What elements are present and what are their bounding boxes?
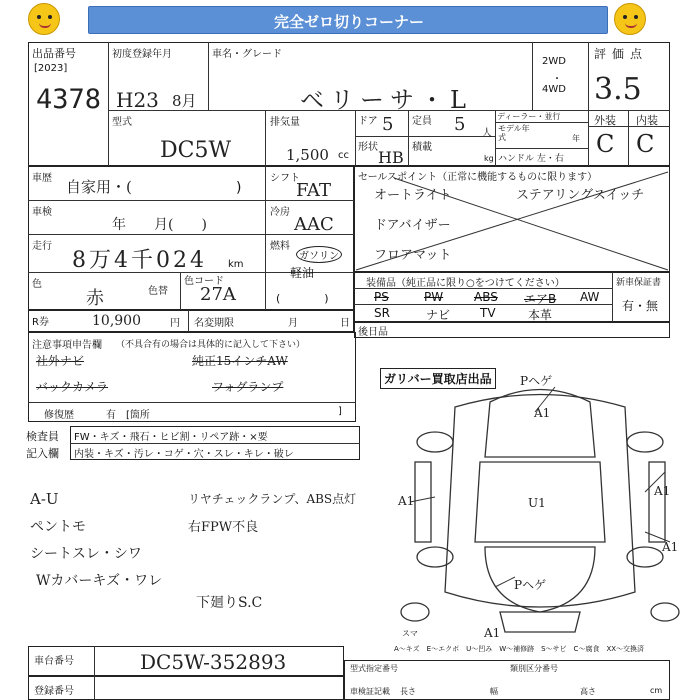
repair-value: 有 [箇所 bbox=[106, 410, 150, 421]
equip-aw: AW bbox=[580, 290, 600, 304]
remark-left: ペントモ bbox=[30, 519, 86, 535]
remark-right: リヤチェックランプ、ABS点灯 bbox=[188, 492, 357, 506]
fuel-diesel: 軽油 bbox=[290, 266, 315, 280]
equip-pw: PW bbox=[424, 290, 444, 304]
spec-label: cm bbox=[650, 686, 663, 695]
dealer-label: ディーラー・並行 bbox=[497, 112, 561, 121]
note-item: 純正15インチAW bbox=[192, 354, 288, 368]
load-unit: kg bbox=[484, 154, 494, 163]
chassis-value: DC5W-352893 bbox=[140, 650, 287, 674]
shift-label: シフト bbox=[270, 173, 300, 184]
recycle-value: 10,900 bbox=[92, 313, 141, 329]
after-day-label: 後日品 bbox=[358, 327, 388, 338]
recycle-box bbox=[28, 310, 354, 332]
new-car-label: 新車保証書 bbox=[616, 278, 662, 288]
banner-title: 完全ゼロ切りコーナー bbox=[273, 13, 424, 31]
inspector-label-1: 検査員 bbox=[26, 430, 59, 443]
notes-label: 注意事項申告欄 bbox=[32, 340, 102, 351]
spec-label: 幅 bbox=[490, 687, 498, 696]
equip-airbag: エアB bbox=[524, 292, 557, 306]
displacement-value: 1,500 bbox=[286, 146, 329, 164]
equip-abs: ABS bbox=[474, 290, 498, 304]
color-value: 赤 bbox=[86, 288, 104, 309]
doors-value: 5 bbox=[382, 114, 394, 135]
capacity-value: 5 bbox=[454, 114, 466, 135]
first-reg-value: H23 bbox=[116, 88, 159, 112]
equip-leather: 本革 bbox=[528, 308, 553, 322]
spec-label: 長さ bbox=[400, 687, 416, 696]
banner bbox=[0, 0, 700, 38]
interior-label: 内装 bbox=[636, 114, 658, 127]
model-year-label: モデル年式 bbox=[498, 124, 530, 142]
year-tag: [2023] bbox=[34, 63, 68, 74]
car-name-label: 車名・グレード bbox=[212, 49, 282, 60]
diagram-mark: A1 bbox=[662, 540, 679, 554]
shape-label: 形状 bbox=[358, 142, 378, 153]
recycle-unit: 円 bbox=[170, 318, 180, 329]
registration-box bbox=[28, 676, 344, 700]
doors-label: ドア bbox=[358, 116, 378, 127]
lot-label: 出品番号 bbox=[32, 47, 76, 60]
shift-value: FAT bbox=[296, 180, 331, 201]
inspector-row-1: FW・キズ・飛石・ヒビ割・リペア跡・×要 bbox=[74, 432, 268, 443]
stamp: ガリバー買取店出品 bbox=[380, 368, 496, 389]
deadline-month: 月 bbox=[288, 318, 298, 329]
car-name-value: ベリーサ・L bbox=[300, 86, 472, 114]
mascot-icon-left bbox=[28, 3, 60, 35]
diagram-mark: Pヘゲ bbox=[520, 374, 553, 388]
registration-label: 登録番号 bbox=[34, 686, 74, 697]
shape-value: HB bbox=[378, 148, 404, 167]
remark-left: Wカバーキズ・ワレ bbox=[36, 573, 163, 589]
note-item: フォグランプ bbox=[212, 380, 284, 394]
fuel-paren: ( ) bbox=[276, 292, 329, 305]
inspector-row-2: 内装・キズ・汚レ・コゲ・穴・スレ・キレ・破レ bbox=[74, 449, 294, 460]
usage-label: 車歴 bbox=[32, 173, 52, 184]
equip-navi: ナビ bbox=[426, 308, 451, 322]
displacement-label: 排気量 bbox=[270, 117, 300, 128]
cc-unit: cc bbox=[338, 150, 349, 161]
exterior-label: 外装 bbox=[594, 114, 616, 127]
repaint-label: 色替 bbox=[148, 286, 168, 297]
usage-value: 自家用・( bbox=[66, 178, 132, 196]
color-code-label: 色コード bbox=[184, 276, 224, 287]
spec-label: 車検証記載 bbox=[350, 687, 390, 696]
inspection-label: 車検 bbox=[32, 207, 52, 218]
spec-label: 類別区分番号 bbox=[510, 664, 558, 673]
fuel-gasoline: ガソリン bbox=[296, 246, 342, 263]
ac-value: AAC bbox=[294, 214, 334, 235]
capacity-label: 定員 bbox=[412, 116, 432, 127]
diagram-mark: スマ bbox=[402, 629, 418, 638]
sales-point-item: フロアマット bbox=[374, 248, 452, 263]
diagram-mark: A1 bbox=[484, 626, 501, 640]
drive-dot: ・ bbox=[552, 74, 562, 85]
chassis-label: 車台番号 bbox=[34, 656, 74, 667]
score-value: 3.5 bbox=[594, 72, 642, 107]
model-value: DC5W bbox=[160, 138, 232, 163]
capacity-unit: 人 bbox=[482, 128, 492, 139]
equip-sr: SR bbox=[374, 306, 390, 320]
interior-value: C bbox=[636, 130, 655, 158]
new-car-value: 有・無 bbox=[622, 299, 659, 313]
deadline-day: 日 bbox=[340, 318, 350, 329]
repair-label: 修復歴 bbox=[44, 410, 74, 421]
diagram-mark: A1 bbox=[654, 484, 671, 498]
inspector-label-2: 記入欄 bbox=[26, 447, 59, 460]
note-item: バックカメラ bbox=[36, 380, 109, 394]
inspection-value: 年 月( ) bbox=[112, 217, 207, 233]
sales-point-item: ドアバイザー bbox=[374, 218, 451, 233]
first-reg-month: 8月 bbox=[172, 92, 197, 110]
mileage-value: 8万4千024 bbox=[72, 248, 207, 273]
first-reg-label: 初度登録年月 bbox=[112, 49, 172, 60]
model-label: 型式 bbox=[112, 117, 132, 128]
year-unit: 年 bbox=[572, 134, 580, 143]
damage-legend: A～キズ E～エクボ U～凹み W～補修跡 S～サビ C～腐食 XX～交換済 bbox=[394, 645, 645, 653]
notes-hint: （不具合有の場合は具体的に記入して下さい） bbox=[116, 340, 306, 350]
spec-label: 型式指定番号 bbox=[350, 664, 398, 673]
usage-close: ) bbox=[236, 180, 242, 196]
diagram-mark: Pヘゲ bbox=[514, 578, 547, 592]
equipment-label: 装備品（純正品に限り○をつけてください） bbox=[366, 278, 565, 289]
banner-bar bbox=[88, 6, 608, 34]
color-code-value: 27A bbox=[200, 284, 236, 305]
km-unit: km bbox=[228, 259, 244, 270]
drive-2wd: 2WD bbox=[542, 56, 566, 67]
equip-tv: TV bbox=[480, 306, 496, 320]
mascot-icon-right bbox=[614, 3, 646, 35]
score-label: 評価点 bbox=[594, 47, 649, 61]
lot-number: 4378 bbox=[36, 84, 102, 115]
diagram-mark: U1 bbox=[528, 496, 546, 510]
note-item: 社外ナビ bbox=[36, 354, 85, 368]
exterior-value: C bbox=[596, 130, 615, 158]
after-day-box bbox=[354, 322, 670, 338]
remark-right: 右FPW不良 bbox=[188, 520, 259, 535]
fuel-label: 燃料 bbox=[270, 241, 290, 252]
color-label: 色 bbox=[32, 279, 42, 290]
deadline-label: 名変期限 bbox=[194, 318, 234, 329]
sales-point-item: ステアリングスイッチ bbox=[516, 188, 645, 203]
handle-label: ハンドル 左・右 bbox=[498, 154, 564, 164]
equip-ps: PS bbox=[374, 290, 389, 304]
remark-left: A-U bbox=[30, 490, 59, 508]
recycle-label: R券 bbox=[32, 317, 49, 328]
remark-right: 下廻りS.C bbox=[196, 595, 263, 611]
remark-left: シートスレ・シワ bbox=[30, 546, 142, 562]
spec-label: 高さ bbox=[580, 687, 596, 696]
diagram-mark: A1 bbox=[398, 494, 415, 508]
load-label: 積載 bbox=[412, 142, 432, 153]
sales-point-item: オートライト bbox=[374, 188, 452, 203]
mileage-label: 走行 bbox=[32, 241, 52, 252]
repair-close: ] bbox=[338, 406, 342, 417]
diagram-mark: A1 bbox=[534, 406, 551, 420]
drive-4wd: 4WD bbox=[542, 84, 566, 95]
sales-points-label: セールスポイント（正常に機能するものに限ります） bbox=[358, 172, 598, 183]
ac-label: 冷房 bbox=[270, 207, 290, 218]
